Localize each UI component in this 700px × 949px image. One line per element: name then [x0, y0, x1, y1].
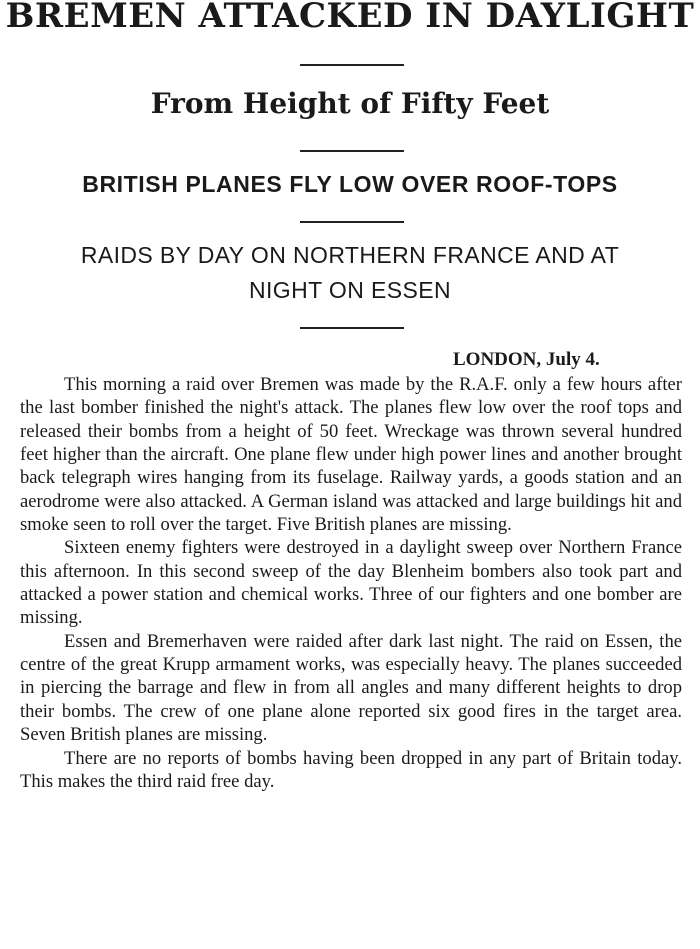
deck-divider [300, 221, 404, 223]
subdeck-line-1: RAIDS BY DAY ON NORTHERN FRANCE AND AT [80, 242, 620, 268]
headline-divider [300, 64, 404, 66]
subdeck-line-2: NIGHT ON ESSEN [249, 277, 451, 303]
subdeck-divider [300, 327, 404, 329]
headline: BREMEN ATTACKED IN DAYLIGHT [5, 0, 695, 36]
article-body [20, 373, 682, 793]
article-paragraph: Sixteen enemy fighters were destroyed in a daylight sweep over Northern France this afternoon. In this second sweep of the day Blenheim bombers also took part and attacked a power station and chemical works. Three of our fighters and one bomber are missing. [20, 537, 682, 629]
subheadline: From Height of Fifty Feet [150, 87, 550, 120]
dateline: LONDON, July 4. [453, 349, 600, 370]
article-paragraph: This morning a raid over Bremen was made by the R.A.F. only a few hours after the last bomber finished the night's attack. The planes flew low over the roof tops and released their bombs from a height of 50 feet. Wreckage was thrown several hundred feet higher than the aircraft. One plane flew under high power lines and another brought back telegraph wires hanging from its fuselage. Railway yards, a goods station and an aerodrome were also attacked. A German island was attacked and large buildings hit and smoke seen to roll over the target. Five British planes are missing. [20, 374, 682, 536]
subdeck-heading [0, 238, 700, 308]
subheadline-divider [300, 150, 404, 152]
article-paragraph: Essen and Bremerhaven were raided after dark last night. The raid on Essen, the centre of the great Krupp armament works, was especially heavy. The planes succeeded in piercing the barrage and flew in from all angles and many different heights to drop their bombs. The crew of one plane alone reported six good fires in the target area. Seven British planes are missing. [20, 630, 682, 746]
deck-heading: BRITISH PLANES FLY LOW OVER ROOF-TOPS [82, 171, 618, 197]
article-paragraph: There are no reports of bombs having been dropped in any part of Britain today. This makes the third raid free day. [20, 747, 682, 792]
